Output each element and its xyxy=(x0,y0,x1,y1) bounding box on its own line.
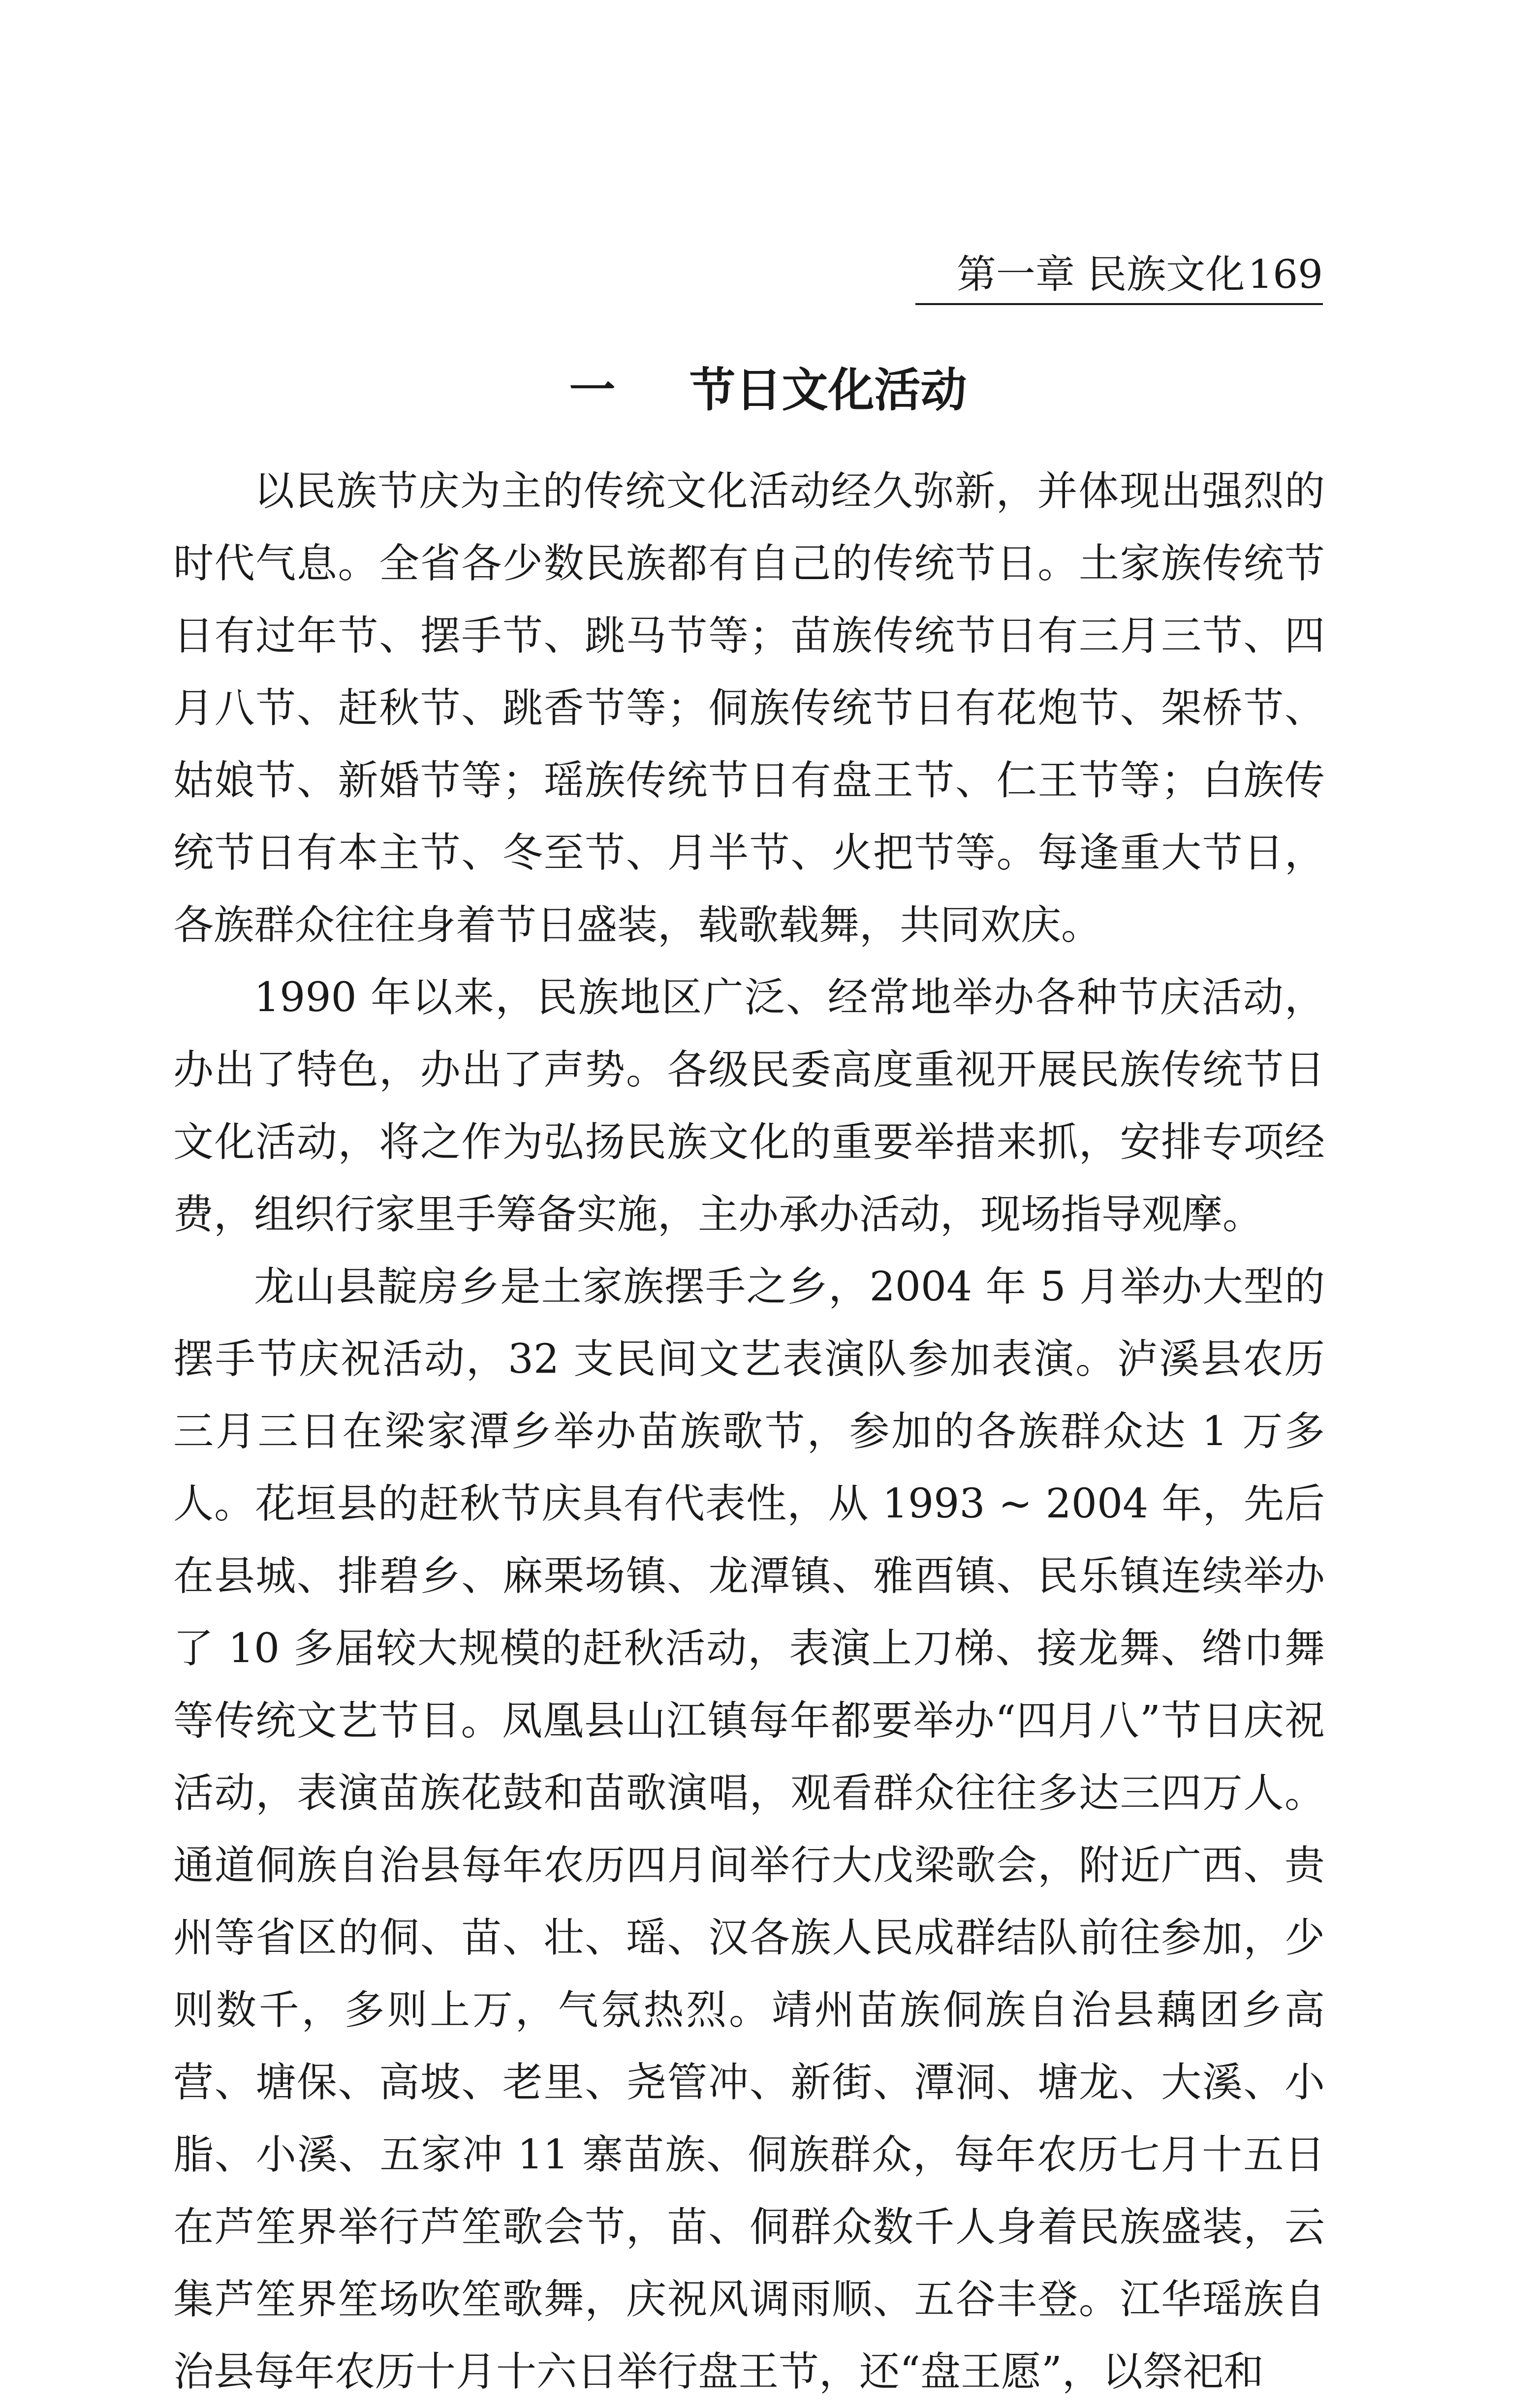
running-header xyxy=(915,246,1323,305)
body-text xyxy=(173,455,1325,2408)
running-title: 第一章 民族文化 xyxy=(956,251,1245,297)
section-number: 一 xyxy=(569,364,616,417)
paragraph-3: 龙山县靛房乡是土家族摆手之乡，2004 年 5 月举办大型的摆手节庆祝活动，32 支民间文艺表演队参加表演。泸溪县农历三月三日在梁家潭乡举办苗族歌节，参加的各族群众达 1 万多人。花垣县的赶秋节庆具有代表性，从 1993 ~ 2004 年，先后在县城、排碧乡、麻栗场镇、龙潭镇、雅酉镇、民乐镇连续举办了 10 多届较大规模的赶秋活动，表演上刀梯、接龙舞、绺巾舞等传统文艺节目。凤凰县山江镇每年都要举办“四月八”节日庆祝活动，表演苗族花鼓和苗歌演唱，观看群众往往多达三四万人。通道侗族自治县每年农历四月间举行大戊梁歌会，附近广西、贵州等省区的侗、苗、壮、瑶、汉各族人民成群结队前往参加，少则数千，多则上万，气氛热烈。靖州苗族侗族自治县藕团乡高营、塘保、高坡、老里、尧管冲、新街、潭洞、塘龙、大溪、小脂、小溪、五家冲 11 寨苗族、侗族群众，每年农历七月十五日在芦笙界举行芦笙歌会节，苗、侗群众数千人身着民族盛装，云集芦笙界笙场吹笙歌舞，庆祝风调雨顺、五谷丰登。江华瑶族自治县每年农历十月十六日举行盘王节，还“盘王愿”，以祭祀和 xyxy=(173,1264,1325,2395)
section-title: 节日文化活动 xyxy=(689,364,967,417)
paragraph-2: 1990 年以来，民族地区广泛、经常地举办各种节庆活动，办出了特色，办出了声势。各级民委高度重视开展民族传统节日文化活动，将之作为弘扬民族文化的重要举措来抓，安排专项经费，组织行家里手筹备实施，主办承办活动，现场指导观摩。 xyxy=(173,974,1325,1238)
section-heading xyxy=(0,363,1536,419)
paragraph-1: 以民族节庆为主的传统文化活动经久弥新，并体现出强烈的时代气息。全省各少数民族都有自己的传统节日。土家族传统节日有过年节、摆手节、跳马节等；苗族传统节日有三月三节、四月八节、赶秋节、跳香节等；侗族传统节日有花炮节、架桥节、姑娘节、新婚节等；瑶族传统节日有盘王节、仁王节等；白族传统节日有本主节、冬至节、月半节、火把节等。每逢重大节日，各族群众往往身着节日盛装，载歌载舞，共同欢庆。 xyxy=(173,468,1325,949)
page-number: 169 xyxy=(1248,251,1323,297)
